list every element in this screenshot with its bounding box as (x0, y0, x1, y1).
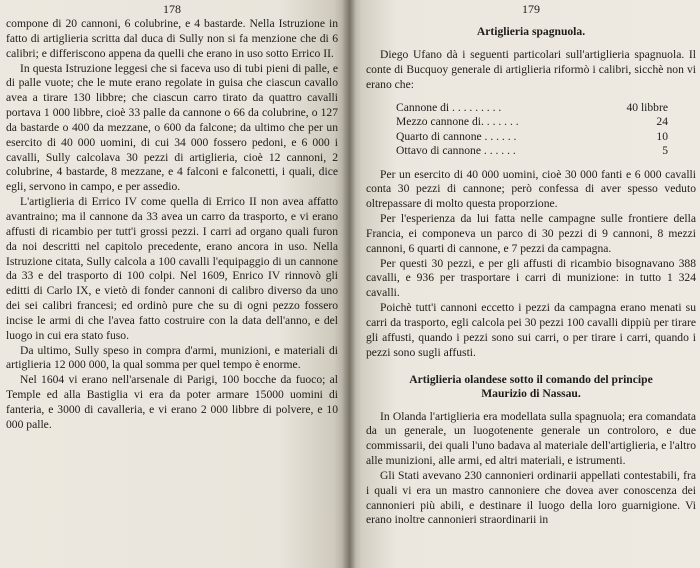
paragraph: Da ultimo, Sully speso in compra d'armi, munizioni, e materiali di artiglieria 12 000 000, la qual somma per quel tempo è enorme. (6, 343, 338, 372)
calibre-row (396, 101, 668, 116)
paragraph: Per un esercito di 40 000 uomini, cioè 30 000 fanti e 6 000 cavalli conta 30 pezzi di cannone; però confessa di aver spesso veduto oltrepassare di molto questa proporzione. (366, 167, 696, 211)
paragraph: Gli Stati avevano 230 cannonieri ordinarii appellati contestabili, fra i quali vi era un mastro cannoniere che dovea aver conoscenza dei cannonieri più abili, e destinare il luogo della loro guarnigione. Vi erano inoltre cannonieri straordinarii in (366, 468, 696, 527)
page-number-left: 178 (163, 2, 181, 16)
paragraph: L'artiglieria di Errico IV come quella di Errico II non avea affatto avantraino; ma il cannone da 33 avea un carro da trasporto, e vi erano affusti di ricambio per tutt'i grossi pezzi. I carri ad organo quali furon da noi descritti nel capitolo precedente, erano ancora in uso. Nella Istruzione citata, Sully calcola a 100 cavalli l'equipaggio di un cannone da 33 e del trasporto di 100 colpi. Nel 1609, Enrico IV rinnovò gli editti di Carlo IX, e vietò di fonder cannoni di calibro diverso da uno dei sei calibri francesi; ed ordinò pure che su di ogni pezzo fossero incise le armi di che l'avea fatto costruire con la data dell'anno, e del luogo in cui era stato fuso. (6, 195, 338, 342)
section-heading-dutch (366, 373, 696, 401)
calibre-value: 5 (662, 144, 668, 158)
calibre-value: 40 libbre (626, 100, 668, 114)
calibre-name: Quarto di cannone . . . . . . (396, 129, 517, 143)
calibre-name: Mezzo cannone di. . . . . . . (396, 115, 519, 129)
calibre-value: 24 (656, 115, 668, 129)
calibre-list (396, 101, 668, 159)
page-number-right: 179 (522, 2, 540, 16)
paragraph: compone di 20 cannoni, 6 colubrine, e 4 bastarde. Nella Istruzione in fatto di artiglieria scritta dal duca di Sully non si fa menzione che di 6 calibri; e differiscono appena da quelli che erano in uso sotto Errico II. (6, 17, 338, 60)
calibre-row (396, 115, 668, 130)
paragraph: In Olanda l'artiglieria era modellata sulla spagnuola; era comandata da un generale, un luogotenente generale un controloro, e due commissarii, dei quali l'uno badava al materiale dell'artiglieria, e l'altro alle munizioni, alle armi, ed altri materiali, e istrumenti. (366, 409, 696, 468)
heading-line: Maurizio di Nassau. (481, 386, 581, 400)
paragraph: Per l'esperienza da lui fatta nelle campagne sulle frontiere della Francia, ei componeva un parco di 30 pezzi di 9 cannoni, 8 mezzi cannoni, 6 quarti di cannone, e 7 pezzi da campagna. (366, 212, 696, 255)
calibre-name: Ottavo di cannone . . . . . . (396, 144, 516, 158)
calibre-row (396, 144, 668, 159)
calibre-row (396, 130, 668, 145)
calibre-name: Cannone di . . . . . . . . . (396, 100, 502, 114)
right-page (348, 0, 700, 568)
paragraph: Nel 1604 vi erano nell'arsenale di Parigi, 100 bocche da fuoco; al Temple ed alla Bastiglia vi era da poter armare 15000 uomini di fanteria, e 3000 di cavalleria, e vi erano 2 000 libbre di polvere, e 10 000 palle. (6, 373, 338, 431)
left-page (0, 0, 348, 568)
section-heading-spanish: Artiglieria spagnuola. (476, 25, 586, 38)
calibre-value: 10 (656, 129, 668, 143)
paragraph: In questa Istruzione leggesi che si faceva uso di tubi pieni di palle, e di palle vuote; che le mute erano regolate in guisa che ciascun cavallo avea a tirare 130 libbre; che ciascun carro tirato da quattro cavalli portava 1 000 libbre, cioè 33 palle da cannone o 66 da colubrine, o 127 da bastarde o 400 da mezzane, o 600 da falcone; da ultimo che per un esercito di 40 000 uomini, di cui 34 000 fossero pedoni, e 6 000 i cavalli, Sully calcolava 30 pezzi di artiglieria, cioè 12 cannoni, 2 colubrine, 4 bastarde, 8 mezzane, e 4 falconi e falconetti, i quali, dice egli, servono in campo, e per assedio. (6, 61, 338, 194)
paragraph: Diego Ufano dà i seguenti particolari sull'artiglieria spagnuola. Il conte di Bucquoy generale di artiglieria riformò i calibri, sicchè non vi erano che: (366, 48, 696, 91)
paragraph: Poichè tutt'i cannoni eccetto i pezzi da campagna erano menati su carri da trasporto, egli calcola pei 30 pezzi 100 cavalli dippiù per tirare gli affusti, quando i pezzi sono sui carri, o per tirare i carri, quando i pezzi sono sugli affusti. (366, 301, 696, 359)
paragraph: Per questi 30 pezzi, e per gli affusti di ricambio bisognavano 388 cavalli, e 936 per trasportare i carri di munizione: in tutto 1 324 cavalli. (366, 256, 696, 300)
heading-line: Artiglieria olandese sotto il comando del principe (409, 372, 653, 386)
